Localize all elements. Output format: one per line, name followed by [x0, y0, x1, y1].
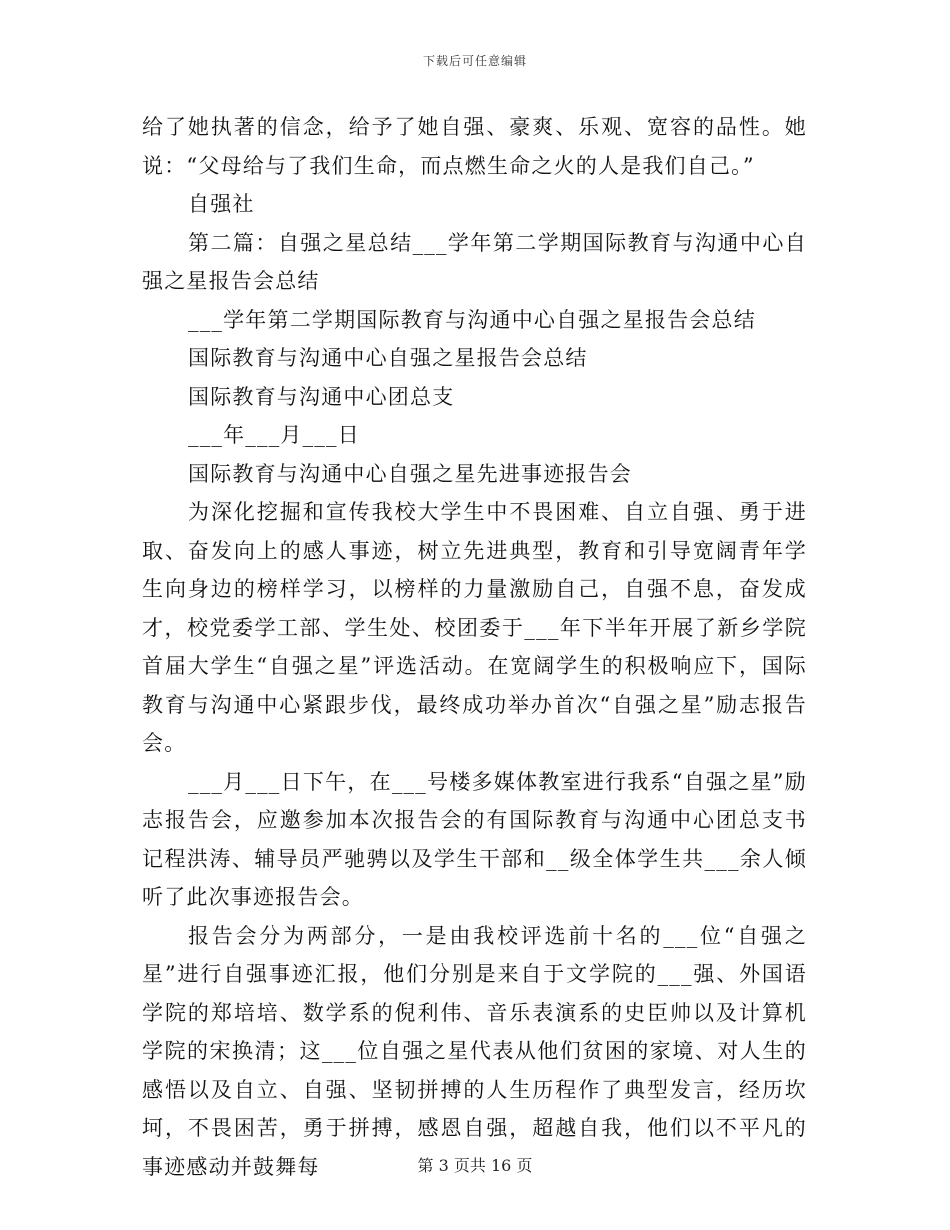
text-line: ___年___月___日	[188, 423, 360, 447]
text-line: 程洪涛、辅导员严驰骋以及学生干部和__级全体学生共___余人倾听了	[142, 846, 808, 909]
paragraph	[142, 378, 807, 417]
text-line: 边的榜样学习，以榜样的力量激励自己，自强不息，奋发成才，校党	[142, 577, 807, 640]
paragraph	[142, 917, 807, 1187]
text-line: 为深化挖掘和宣传我校大学生中不畏困难、自立自强、勇于进取、	[142, 500, 807, 563]
text-line: 报告会分为两部分，一是由我校评选前十名的___位“自强之星”	[142, 923, 807, 986]
text-line: ___月___日下午，在___号楼多媒体教室进行我系“自强之星”励	[188, 769, 807, 794]
text-line: 给了她执著的信念，给予了她自强、豪爽、乐观、宽容的品性。她说：	[142, 115, 807, 178]
paragraph	[142, 108, 807, 185]
paragraph	[142, 224, 807, 301]
text-line: “父母给与了我们生命，而点燃生命之火的人是我们自己。”	[186, 153, 755, 178]
paragraph	[142, 763, 807, 917]
paragraph	[142, 185, 807, 224]
paragraph	[142, 301, 807, 340]
text-line: 之星报告会总结	[164, 269, 320, 293]
text-line: 立、自强、坚韧拼搏的人生历程作了典型发言，经历坎坷，不畏困苦，	[142, 1077, 807, 1140]
text-line: 自强社	[188, 192, 255, 216]
text-line: 第二篇：自强之星总结___学年第二学期国际教育与沟通中心自强	[142, 230, 807, 293]
text-line: ___学年第二学期国际教育与沟通中心自强之星报告会总结	[188, 307, 756, 332]
text-line: 奋发向上的感人事迹，树立先进典型，教育和引导宽阔青年学生向身	[142, 538, 807, 601]
text-line: 勇于拼搏，感恩自强，超越自我，他们以不平凡的事迹感动并鼓舞每	[142, 1116, 807, 1179]
text-line: 委学工部、学生处、校团委于___年下半年开展了新乡学院首届大学生	[142, 615, 807, 678]
text-line: 国际教育与沟通中心团总支	[188, 384, 455, 409]
text-line: “自强之星”评选活动。在宽阔学生的积极响应下，国际教育与沟通	[142, 654, 807, 717]
paragraph	[142, 416, 807, 455]
text-line: 国际教育与沟通中心自强之星报告会总结	[188, 346, 588, 370]
text-line: 此次事迹报告会。	[186, 885, 365, 909]
paragraph	[142, 339, 807, 378]
page-header-note: 下载后可任意编辑	[422, 54, 527, 68]
text-line: 郑培培、数学系的倪利伟、音乐表演系的史臣帅以及计算机学院的宋	[142, 1000, 807, 1063]
text-line: 进行自强事迹汇报，他们分别是来自于文学院的___强、外国语学院的	[142, 962, 807, 1025]
text-line: 志报告会，应邀参加本次报告会的有国际教育与沟通中心团总支书记	[142, 808, 807, 871]
paragraph	[142, 493, 807, 763]
paragraph	[142, 455, 807, 494]
page-footer: 第 3 页共 16 页	[417, 1156, 533, 1175]
text-line: 换清；这___位自强之星代表从他们贫困的家境、对人生的感悟以及自	[142, 1039, 807, 1102]
document-body	[142, 108, 807, 1186]
text-line: 国际教育与沟通中心自强之星先进事迹报告会	[188, 461, 632, 486]
text-line: 中心紧跟步伐，最终成功举办首次“自强之星”励志报告会。	[142, 692, 807, 755]
